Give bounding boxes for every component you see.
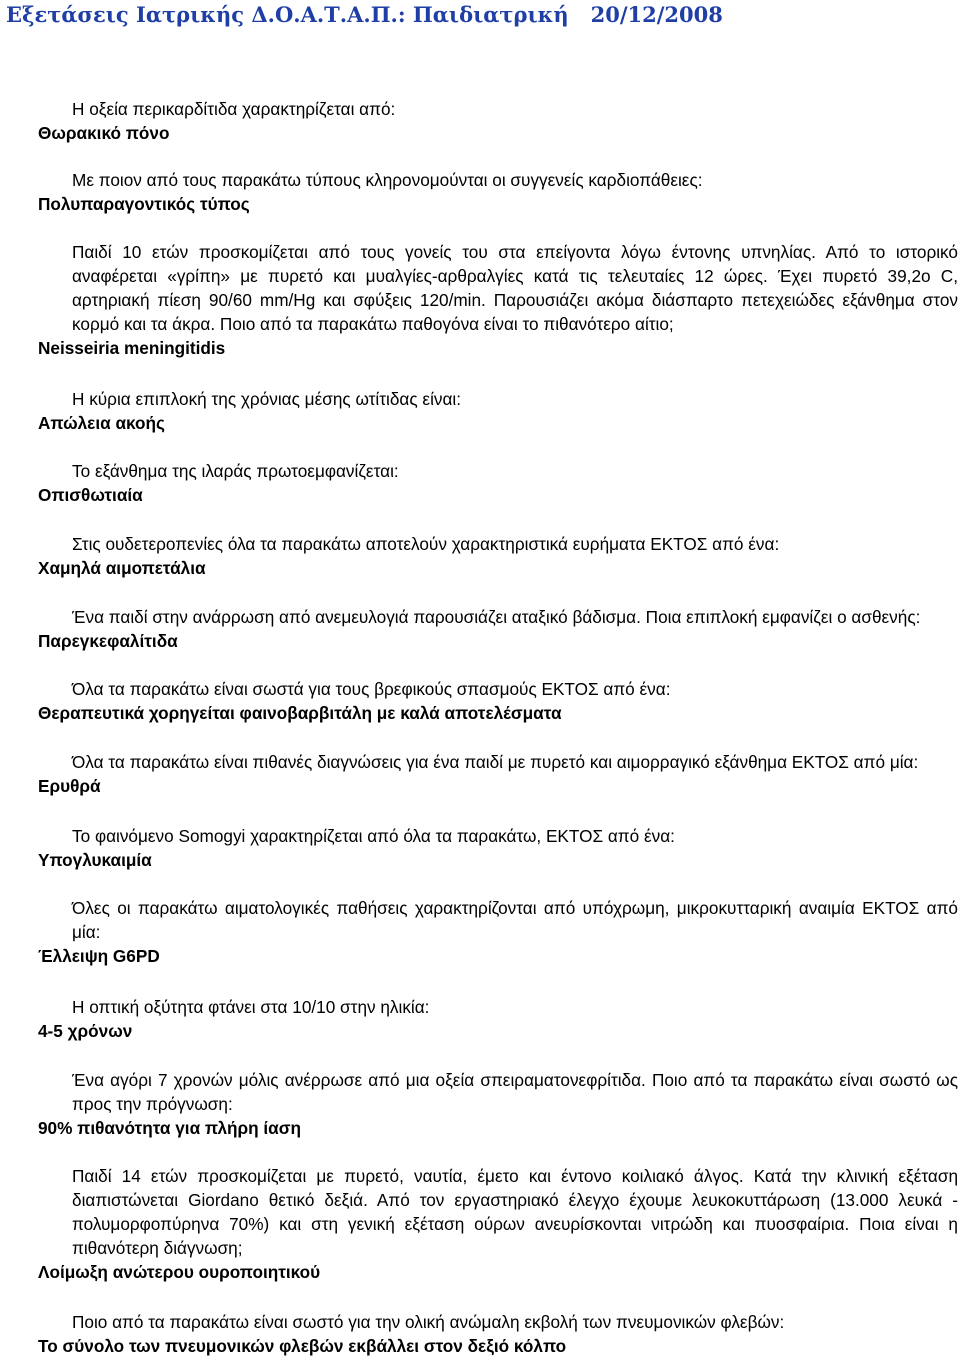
- question-text: Το φαινόμενο Somogyi χαρακτηρίζεται από όλα τα παρακάτω, ΕΚΤΟΣ από ένα:: [72, 826, 675, 846]
- answer-text: 90% πιθανότητα για πλήρη ίαση: [38, 1118, 302, 1138]
- question-text: Όλα τα παρακάτω είναι σωστά για τους βρεφικούς σπασμούς ΕΚΤΟΣ από ένα:: [72, 679, 671, 699]
- page-header: [6, 2, 723, 27]
- question-text: Ποιο από τα παρακάτω είναι σωστό για την ολική ανώμαλη εκβολή των πνευμονικών φλεβών:: [72, 1312, 785, 1332]
- answer-text: Ερυθρά: [38, 776, 101, 796]
- question-text: Όλες οι παρακάτω αιματολογικές παθήσεις χαρακτηρίζονται από υπόχρωμη, μικροκυτταρική αναιμία ΕΚΤΟΣ από μία:: [72, 898, 958, 942]
- qa-item: [38, 532, 958, 580]
- qa-item: [38, 750, 958, 798]
- qa-item: [38, 459, 958, 507]
- answer-text: Θεραπευτικά χορηγείται φαινοβαρβιτάλη με καλά αποτελέσματα: [38, 703, 562, 723]
- question-text: Η οπτική οξύτητα φτάνει στα 10/10 στην ηλικία:: [72, 997, 430, 1017]
- question-text: Παιδί 14 ετών προσκομίζεται με πυρετό, ναυτία, έμετο και έντονο κοιλιακό άλγος. Κατά την κλινική εξέταση διαπιστώνεται Giordano θετικό δεξιά. Από τον εργαστηριακό έλεγχο έχουμε λευκοκυττάρωση (13.000 λευκά - πολυμορφοπύρηνα 70%) και στη γενική εξέταση ούρων ανευρίσκονται νιτρώδη και πυοσφαίρια. Ποια είναι η πιθανότερη διάγνωση;: [72, 1166, 958, 1258]
- question-text: Όλα τα παρακάτω είναι πιθανές διαγνώσεις για ένα παιδί με πυρετό και αιμορραγικό εξάνθημα ΕΚΤΟΣ από μία:: [72, 752, 919, 772]
- qa-item: [38, 995, 958, 1043]
- answer-text: Λοίμωξη ανώτερου ουροποιητικού: [38, 1262, 321, 1282]
- question-text: Η κύρια επιπλοκή της χρόνιας μέσης ωτίτιδας είναι:: [72, 389, 462, 409]
- qa-item: [38, 1068, 958, 1140]
- qa-item: [38, 240, 958, 360]
- question-text: Ένα παιδί στην ανάρρωση από ανεμευλογιά παρουσιάζει αταξικό βάδισμα. Ποια επιπλοκή εμφανίζει ο ασθενής:: [72, 607, 921, 627]
- qa-item: [38, 605, 958, 653]
- qa-item: [38, 168, 958, 216]
- qa-item: [38, 896, 958, 968]
- qa-item: [38, 1164, 958, 1284]
- question-text: Στις ουδετεροπενίες όλα τα παρακάτω αποτελούν χαρακτηριστικά ευρήματα ΕΚΤΟΣ από ένα:: [72, 534, 780, 554]
- answer-text: Απώλεια ακοής: [38, 413, 165, 433]
- answer-text: Neisseiria meningitidis: [38, 338, 226, 358]
- answer-text: 4-5 χρόνων: [38, 1021, 133, 1041]
- answer-text: Οπισθωτιαία: [38, 485, 143, 505]
- answer-text: Πολυπαραγοντικός τύπος: [38, 194, 250, 214]
- question-text: Παιδί 10 ετών προσκομίζεται από τους γονείς του στα επείγοντα λόγω έντονης υπνηλίας. Από το ιστορικό αναφέρεται «γρίπη» με πυρετό και μυαλγίες-αρθραλγίες κατά τις τελευταίες 12 ώρες. Έχει πυρετό 39,2ο C, αρτηριακή πίεση 90/60 mm/Hg και σφύξεις 120/min. Παρουσιάζει ακόμα διάσπαρτο πετεχειώδες εξάνθημα στον κορμό και τα άκρα. Ποιο από τα παρακάτω παθογόνα είναι το πιθανότερο αίτιο;: [72, 242, 958, 334]
- question-text: Με ποιον από τους παρακάτω τύπους κληρονομούνται οι συγγενείς καρδιοπάθειες:: [72, 170, 703, 190]
- question-text: Η οξεία περικαρδίτιδα χαρακτηρίζεται από:: [72, 99, 396, 119]
- answer-text: Χαμηλά αιμοπετάλια: [38, 558, 206, 578]
- qa-item: [38, 387, 958, 435]
- qa-item: [38, 1310, 958, 1358]
- qa-item: [38, 677, 958, 725]
- question-text: Ένα αγόρι 7 χρονών μόλις ανέρρωσε από μια οξεία σπειραματονεφρίτιδα. Ποιο από τα παρακάτω είναι σωστό ως προς την πρόγνωση:: [72, 1070, 958, 1114]
- header-date: 20/12/2008: [590, 2, 723, 27]
- answer-text: Έλλειψη G6PD: [38, 946, 160, 966]
- answer-text: Το σύνολο των πνευμονικών φλεβών εκβάλλει στον δεξιό κόλπο: [38, 1336, 567, 1356]
- qa-item: [38, 824, 958, 872]
- header-title: Εξετάσεις Ιατρικής Δ.Ο.Α.Τ.Α.Π.: Παιδιατρική: [6, 2, 569, 27]
- answer-text: Υπογλυκαιμία: [38, 850, 152, 870]
- question-text: Το εξάνθημα της ιλαράς πρωτοεμφανίζεται:: [72, 461, 399, 481]
- answer-text: Θωρακικό πόνο: [38, 123, 170, 143]
- answer-text: Παρεγκεφαλίτιδα: [38, 631, 178, 651]
- qa-item: [38, 97, 958, 145]
